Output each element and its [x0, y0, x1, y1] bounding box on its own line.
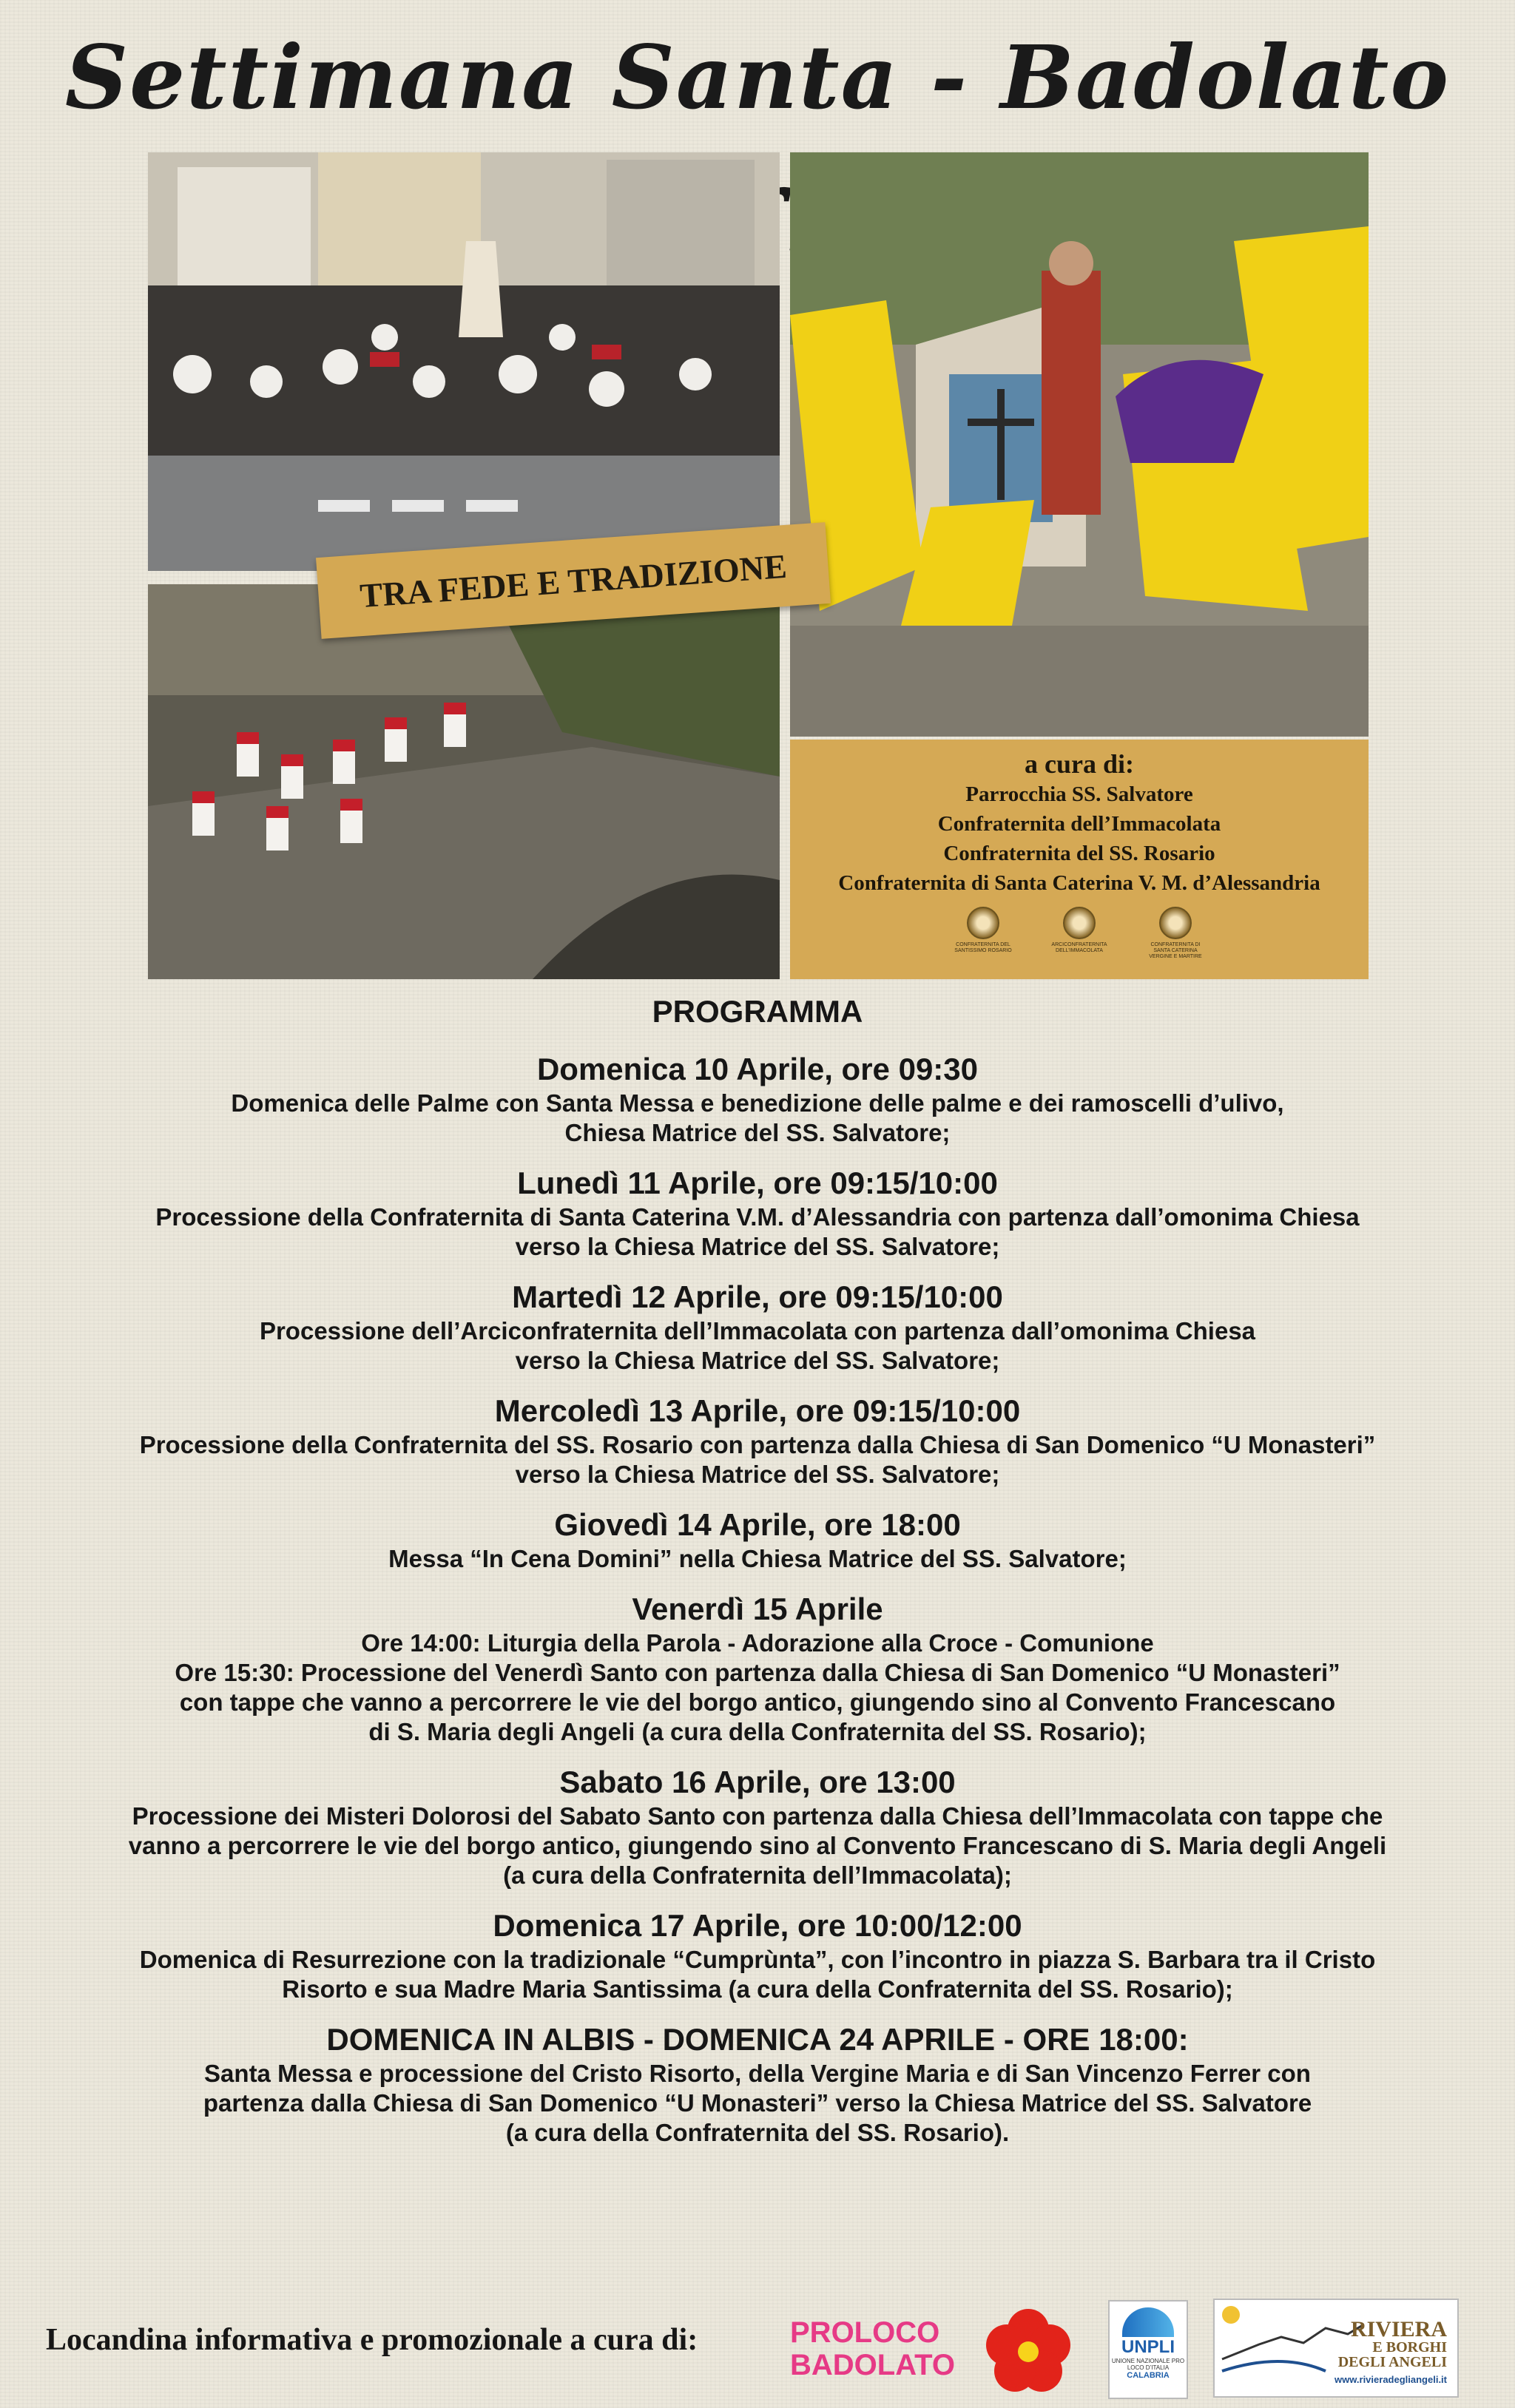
program-event: [0, 1278, 1515, 1376]
emblem-rosario: [950, 907, 1016, 960]
rosario-emblem-icon: [967, 907, 999, 939]
event-description-line: Ore 14:00: Liturgia della Parola - Adorazione alla Croce - Comunione: [361, 1629, 1154, 1657]
event-date-time: Giovedì 14 Aprile, ore 18:00: [554, 1507, 961, 1542]
event-description-line: Chiesa Matrice del SS. Salvatore;: [564, 1119, 951, 1146]
event-description-line: Domenica delle Palme con Santa Messa e benedizione delle palme e dei ramoscelli d’ulivo,: [231, 1089, 1284, 1117]
program-event: [0, 2020, 1515, 2148]
programma-title: PROGRAMMA: [652, 994, 863, 1029]
event-date-time: Sabato 16 Aprile, ore 13:00: [559, 1765, 956, 1799]
proloco-badolato-logo: [790, 2307, 1079, 2389]
event-description-line: verso la Chiesa Matrice del SS. Salvatore;: [515, 1347, 1000, 1374]
event-date-time: Martedì 12 Aprile, ore 09:15/10:00: [512, 1279, 1003, 1314]
confraternity-emblems: [790, 907, 1369, 960]
emblem-caption: CONFRATERNITA DEL SANTISSIMO ROSARIO: [954, 942, 1012, 953]
riviera-name-line: RIVIERA: [1350, 2317, 1447, 2341]
event-description-line: verso la Chiesa Matrice del SS. Salvatore;: [515, 1461, 1000, 1488]
emblem-santa-caterina: [1142, 907, 1209, 960]
program-event: [0, 1763, 1515, 1890]
event-list: [0, 1050, 1515, 2148]
event-description-line: vanno a percorrere le vie del borgo antico, giungendo sino al Convento Francescano di S. Maria degli Angeli: [128, 1832, 1387, 1859]
unpli-name: UNPLI: [1121, 2337, 1175, 2357]
procession-crowd-photo: [148, 152, 780, 571]
santa-caterina-emblem-icon: [1159, 907, 1192, 939]
immacolata-emblem-icon: [1063, 907, 1096, 939]
event-description-line: Processione della Confraternita di Santa Caterina V.M. d’Alessandria con partenza dall’omonima Chiesa: [155, 1203, 1360, 1231]
event-description-line: (a cura della Confraternita dell’Immacolata);: [503, 1861, 1012, 1889]
event-description-line: di S. Maria degli Angeli (a cura della Confraternita del SS. Rosario);: [368, 1718, 1147, 1745]
crucifixion-statue-photo: [790, 152, 1369, 737]
curated-organization: Parrocchia SS. Salvatore: [965, 782, 1193, 806]
event-date-time: Domenica 10 Aprile, ore 09:30: [536, 1052, 979, 1086]
curated-heading: a cura di:: [1025, 749, 1134, 779]
program-event: [0, 1506, 1515, 1574]
emblem-immacolata: [1046, 907, 1113, 960]
event-date-time: Mercoledì 13 Aprile, ore 09:15/10:00: [494, 1393, 1021, 1428]
flower-icon: [984, 2307, 1073, 2396]
unpli-region: CALABRIA: [1127, 2371, 1170, 2380]
riviera-url: www.rivieradegliangeli.it: [1335, 2374, 1447, 2385]
proloco-logo-text: [790, 2316, 955, 2381]
curated-by-panel: [790, 740, 1369, 979]
bridge-procession-photo: [148, 584, 780, 979]
unpli-subtitle: UNIONE NAZIONALE PRO LOCO D’ITALIA: [1111, 2358, 1185, 2371]
programma-section: [0, 991, 1515, 2164]
riviera-name-line: DEGLI ANGELI: [1337, 2354, 1447, 2370]
event-description-line: Santa Messa e processione del Cristo Risorto, della Vergine Maria e di San Vincenzo Ferrer con: [204, 2060, 1311, 2087]
program-event: [0, 1164, 1515, 1262]
event-date-time: Lunedì 11 Aprile, ore 09:15/10:00: [517, 1166, 998, 1200]
event-date-time: Domenica 17 Aprile, ore 10:00/12:00: [493, 1908, 1022, 1943]
unpli-arc-icon: [1122, 2307, 1174, 2337]
curated-organization: Confraternita del SS. Rosario: [943, 842, 1215, 865]
curated-organization: Confraternita di Santa Caterina V. M. d’Alessandria: [838, 871, 1320, 895]
program-event: [0, 1590, 1515, 1747]
event-description-line: Processione della Confraternita del SS. Rosario con partenza dalla Chiesa di San Domenico “U Monasteri”: [139, 1431, 1376, 1458]
event-description-line: Ore 15:30: Processione del Venerdì Santo con partenza dalla Chiesa di San Domenico “U Monasteri”: [175, 1659, 1340, 1686]
proloco-logo-line: PROLOCO: [790, 2316, 940, 2349]
program-event: [0, 1050, 1515, 1148]
program-event: [0, 1907, 1515, 2004]
event-description-line: con tappe che vanno a percorrere le vie del borgo antico, giungendo sino al Convento Francescano: [179, 1688, 1336, 1716]
event-description-line: Risorto e sua Madre Maria Santissima (a cura della Confraternita del SS. Rosario);: [282, 1975, 1233, 2003]
riviera-name-line: E BORGHI: [1372, 2339, 1447, 2355]
emblem-caption: CONFRATERNITA DI SANTA CATERINA VERGINE E MARTIRE: [1149, 942, 1202, 959]
program-event: [0, 1392, 1515, 1489]
event-date-time: Venerdì 15 Aprile: [632, 1592, 883, 1626]
event-description-line: Processione dei Misteri Dolorosi del Sabato Santo con partenza dalla Chiesa dell’Immacolata con tappe che: [132, 1802, 1383, 1830]
event-description-line: Messa “In Cena Domini” nella Chiesa Matrice del SS. Salvatore;: [388, 1545, 1127, 1572]
event-description-line: Domenica di Resurrezione con la tradizionale “Cumprùnta”, con l’incontro in piazza S. Barbara tra il Cristo: [139, 1946, 1376, 1973]
event-date-time: DOMENICA IN ALBIS - DOMENICA 24 APRILE - ORE 18:00:: [326, 2022, 1189, 2057]
event-description-line: Processione dell’Arciconfraternita dell’Immacolata con partenza dall’omonima Chiesa: [259, 1317, 1256, 1345]
event-description-line: partenza dalla Chiesa di San Domenico “U Monasteri” verso la Chiesa Matrice del SS. Salvatore: [203, 2089, 1312, 2117]
banner-tra-fede-e-tradizione: TRA FEDE E TRADIZIONE: [316, 522, 831, 639]
proloco-logo-line: BADOLATO: [790, 2349, 955, 2381]
event-description-line: (a cura della Confraternita del SS. Rosario).: [505, 2119, 1010, 2146]
emblem-caption: ARCICONFRATERNITA DELL’IMMACOLATA: [1051, 942, 1107, 953]
event-description-line: verso la Chiesa Matrice del SS. Salvatore;: [515, 1233, 1000, 1260]
footer-credit: Locandina informativa e promozionale a cura di:: [46, 2323, 698, 2357]
riviera-name: [1338, 2319, 1447, 2370]
riviera-borghi-angeli-logo: [1213, 2299, 1459, 2398]
curated-organization: Confraternita dell’Immacolata: [937, 812, 1221, 836]
footer: [0, 2278, 1515, 2408]
poster-title: Settimana Santa - Badolato: [64, 26, 1451, 129]
unpli-calabria-logo: [1108, 2300, 1188, 2399]
